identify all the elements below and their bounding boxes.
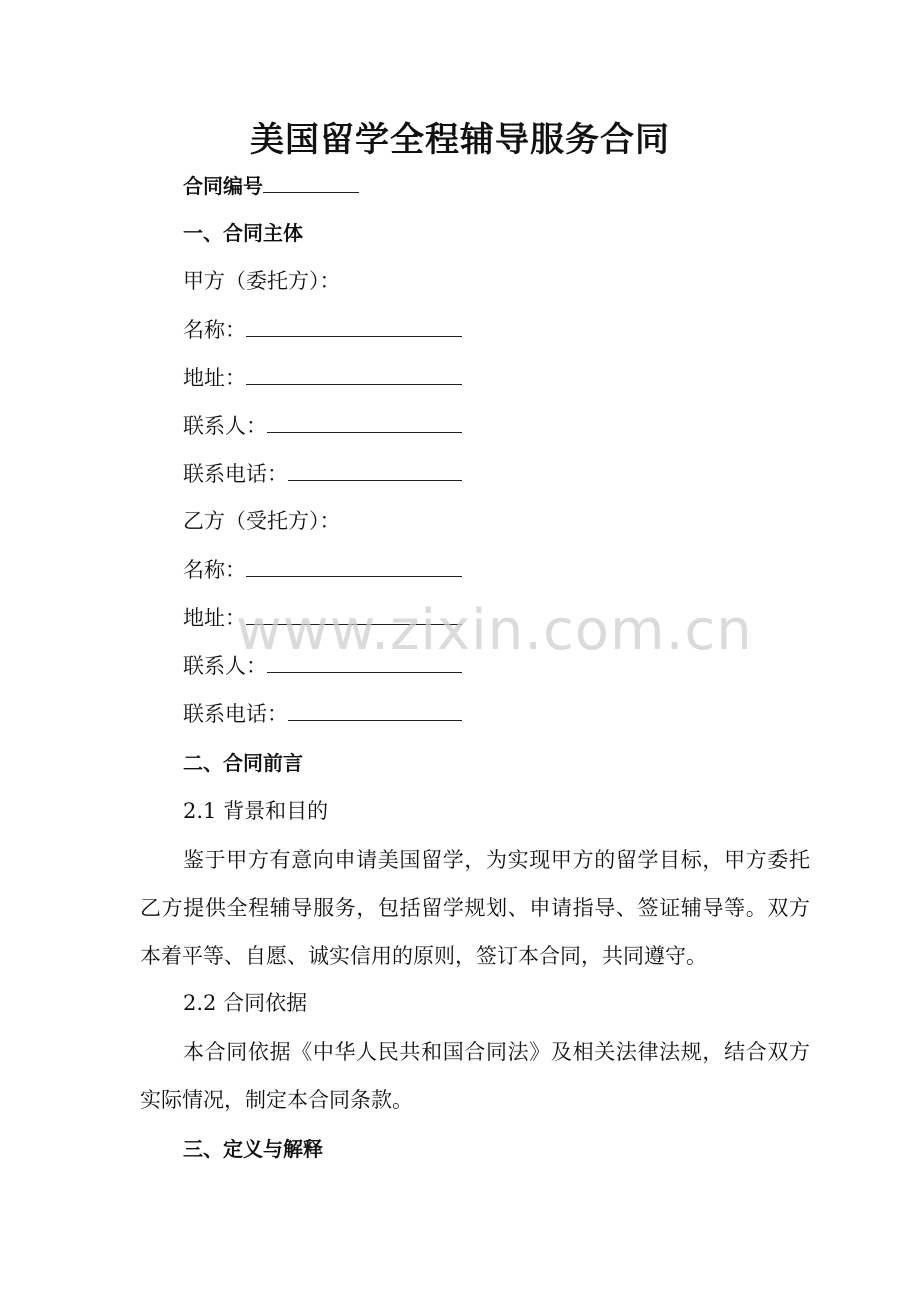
contract-number-line [183, 170, 359, 200]
party-a-contact-blank [267, 410, 462, 433]
section-2-2-title: 2.2 合同依据 [183, 991, 308, 1015]
party-a-address-label: 地址： [183, 366, 246, 390]
section-2-2-body: 本合同依据《中华人民共和国合同法》及相关法律法规，结合双方实际情况，制定本合同条款。 [140, 1040, 810, 1112]
party-a-contact-line [183, 410, 462, 440]
party-a-contact-label: 联系人： [183, 414, 267, 438]
party-a-name-blank [246, 314, 462, 337]
party-b-address-line [183, 602, 462, 632]
party-b-title: 乙方（受托方）： [183, 509, 341, 533]
party-b-address-label: 地址： [183, 606, 246, 630]
party-b-contact-line [183, 650, 462, 680]
party-b-phone-blank [288, 698, 462, 721]
party-a-address-line [183, 362, 462, 392]
party-b-name-line [183, 554, 462, 584]
contract-number-blank [263, 170, 359, 193]
party-a-address-blank [246, 362, 462, 385]
document-title: 美国留学全程辅导服务合同 [250, 120, 670, 160]
section-2-1-body: 鉴于甲方有意向申请美国留学，为实现甲方的留学目标，甲方委托乙方提供全程辅导服务，包括留学规划、申请指导、签证辅导等。双方本着平等、自愿、诚实信用的原则，签订本合同，共同遵守。 [140, 848, 810, 968]
watermark: www.zixin.com.cn [236, 598, 753, 663]
party-b-phone-line [183, 698, 462, 728]
party-b-name-blank [246, 554, 462, 577]
party-a-phone-line [183, 458, 462, 488]
section-2-heading: 二、合同前言 [183, 751, 303, 775]
section-2-1-title: 2.1 背景和目的 [183, 799, 329, 823]
party-b-contact-blank [267, 650, 462, 673]
section-1-heading: 一、合同主体 [183, 221, 303, 245]
party-b-contact-label: 联系人： [183, 654, 267, 678]
party-b-phone-label: 联系电话： [183, 702, 288, 726]
party-a-phone-blank [288, 458, 462, 481]
party-a-phone-label: 联系电话： [183, 462, 288, 486]
contract-number-label: 合同编号 [183, 174, 263, 198]
section-3-heading: 三、定义与解释 [183, 1137, 323, 1161]
party-a-name-line [183, 314, 462, 344]
party-b-address-blank [246, 602, 462, 625]
party-b-name-label: 名称： [183, 558, 246, 582]
party-a-name-label: 名称： [183, 318, 246, 342]
party-a-title: 甲方（委托方）： [183, 269, 341, 293]
